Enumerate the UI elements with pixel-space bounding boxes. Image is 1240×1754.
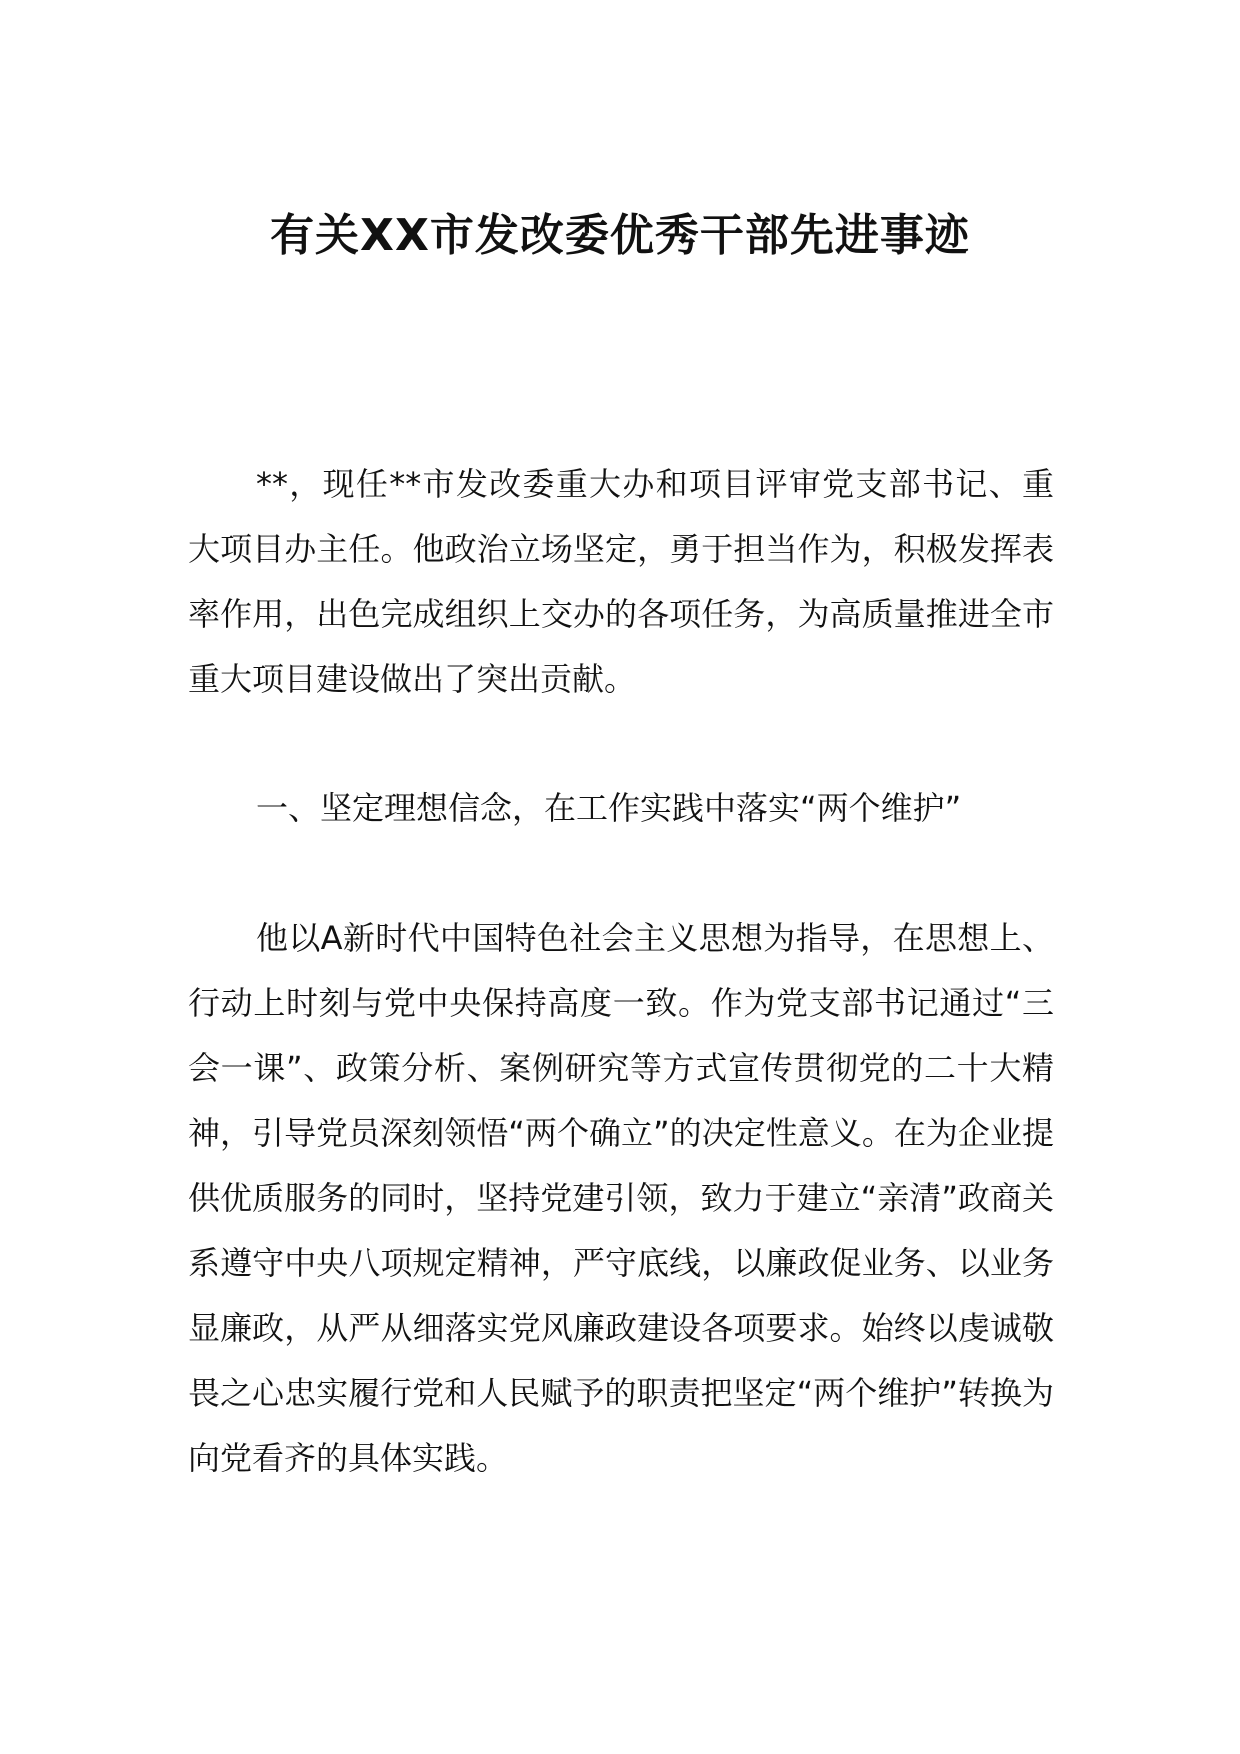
intro-paragraph: **，现任**市发改委重大办和项目评审党支部书记、重大项目办主任。他政治立场坚定，勇于担当作为，积极发挥表率作用，出色完成组织上交办的各项任务，为高质量推进全市重大项目建设做出了突出贡献。 bbox=[188, 465, 1054, 698]
section-paragraph: 他以A新时代中国特色社会主义思想为指导，在思想上、行动上时刻与党中央保持高度一致。作为党支部书记通过“三会一课”、政策分析、案例研究等方式宣传贯彻党的二十大精神，引导党员深刻领悟“两个确立”的决定性意义。在为企业提供优质服务的同时，坚持党建引领，致力于建立“亲清”政商关系遵守中央八项规定精神，严守底线，以廉政促业务、以业务显廉政，从严从细落实党风廉政建设各项要求。始终以虔诚敬畏之心忠实履行党和人民赋予的职责把坚定“两个维护”转换为向党看齐的具体实践。 bbox=[188, 919, 1054, 1477]
document-title: 有关XX市发改委优秀干部先进事迹 bbox=[270, 210, 970, 261]
section-heading: 一、坚定理想信念，在工作实践中落实“两个维护” bbox=[256, 789, 962, 827]
